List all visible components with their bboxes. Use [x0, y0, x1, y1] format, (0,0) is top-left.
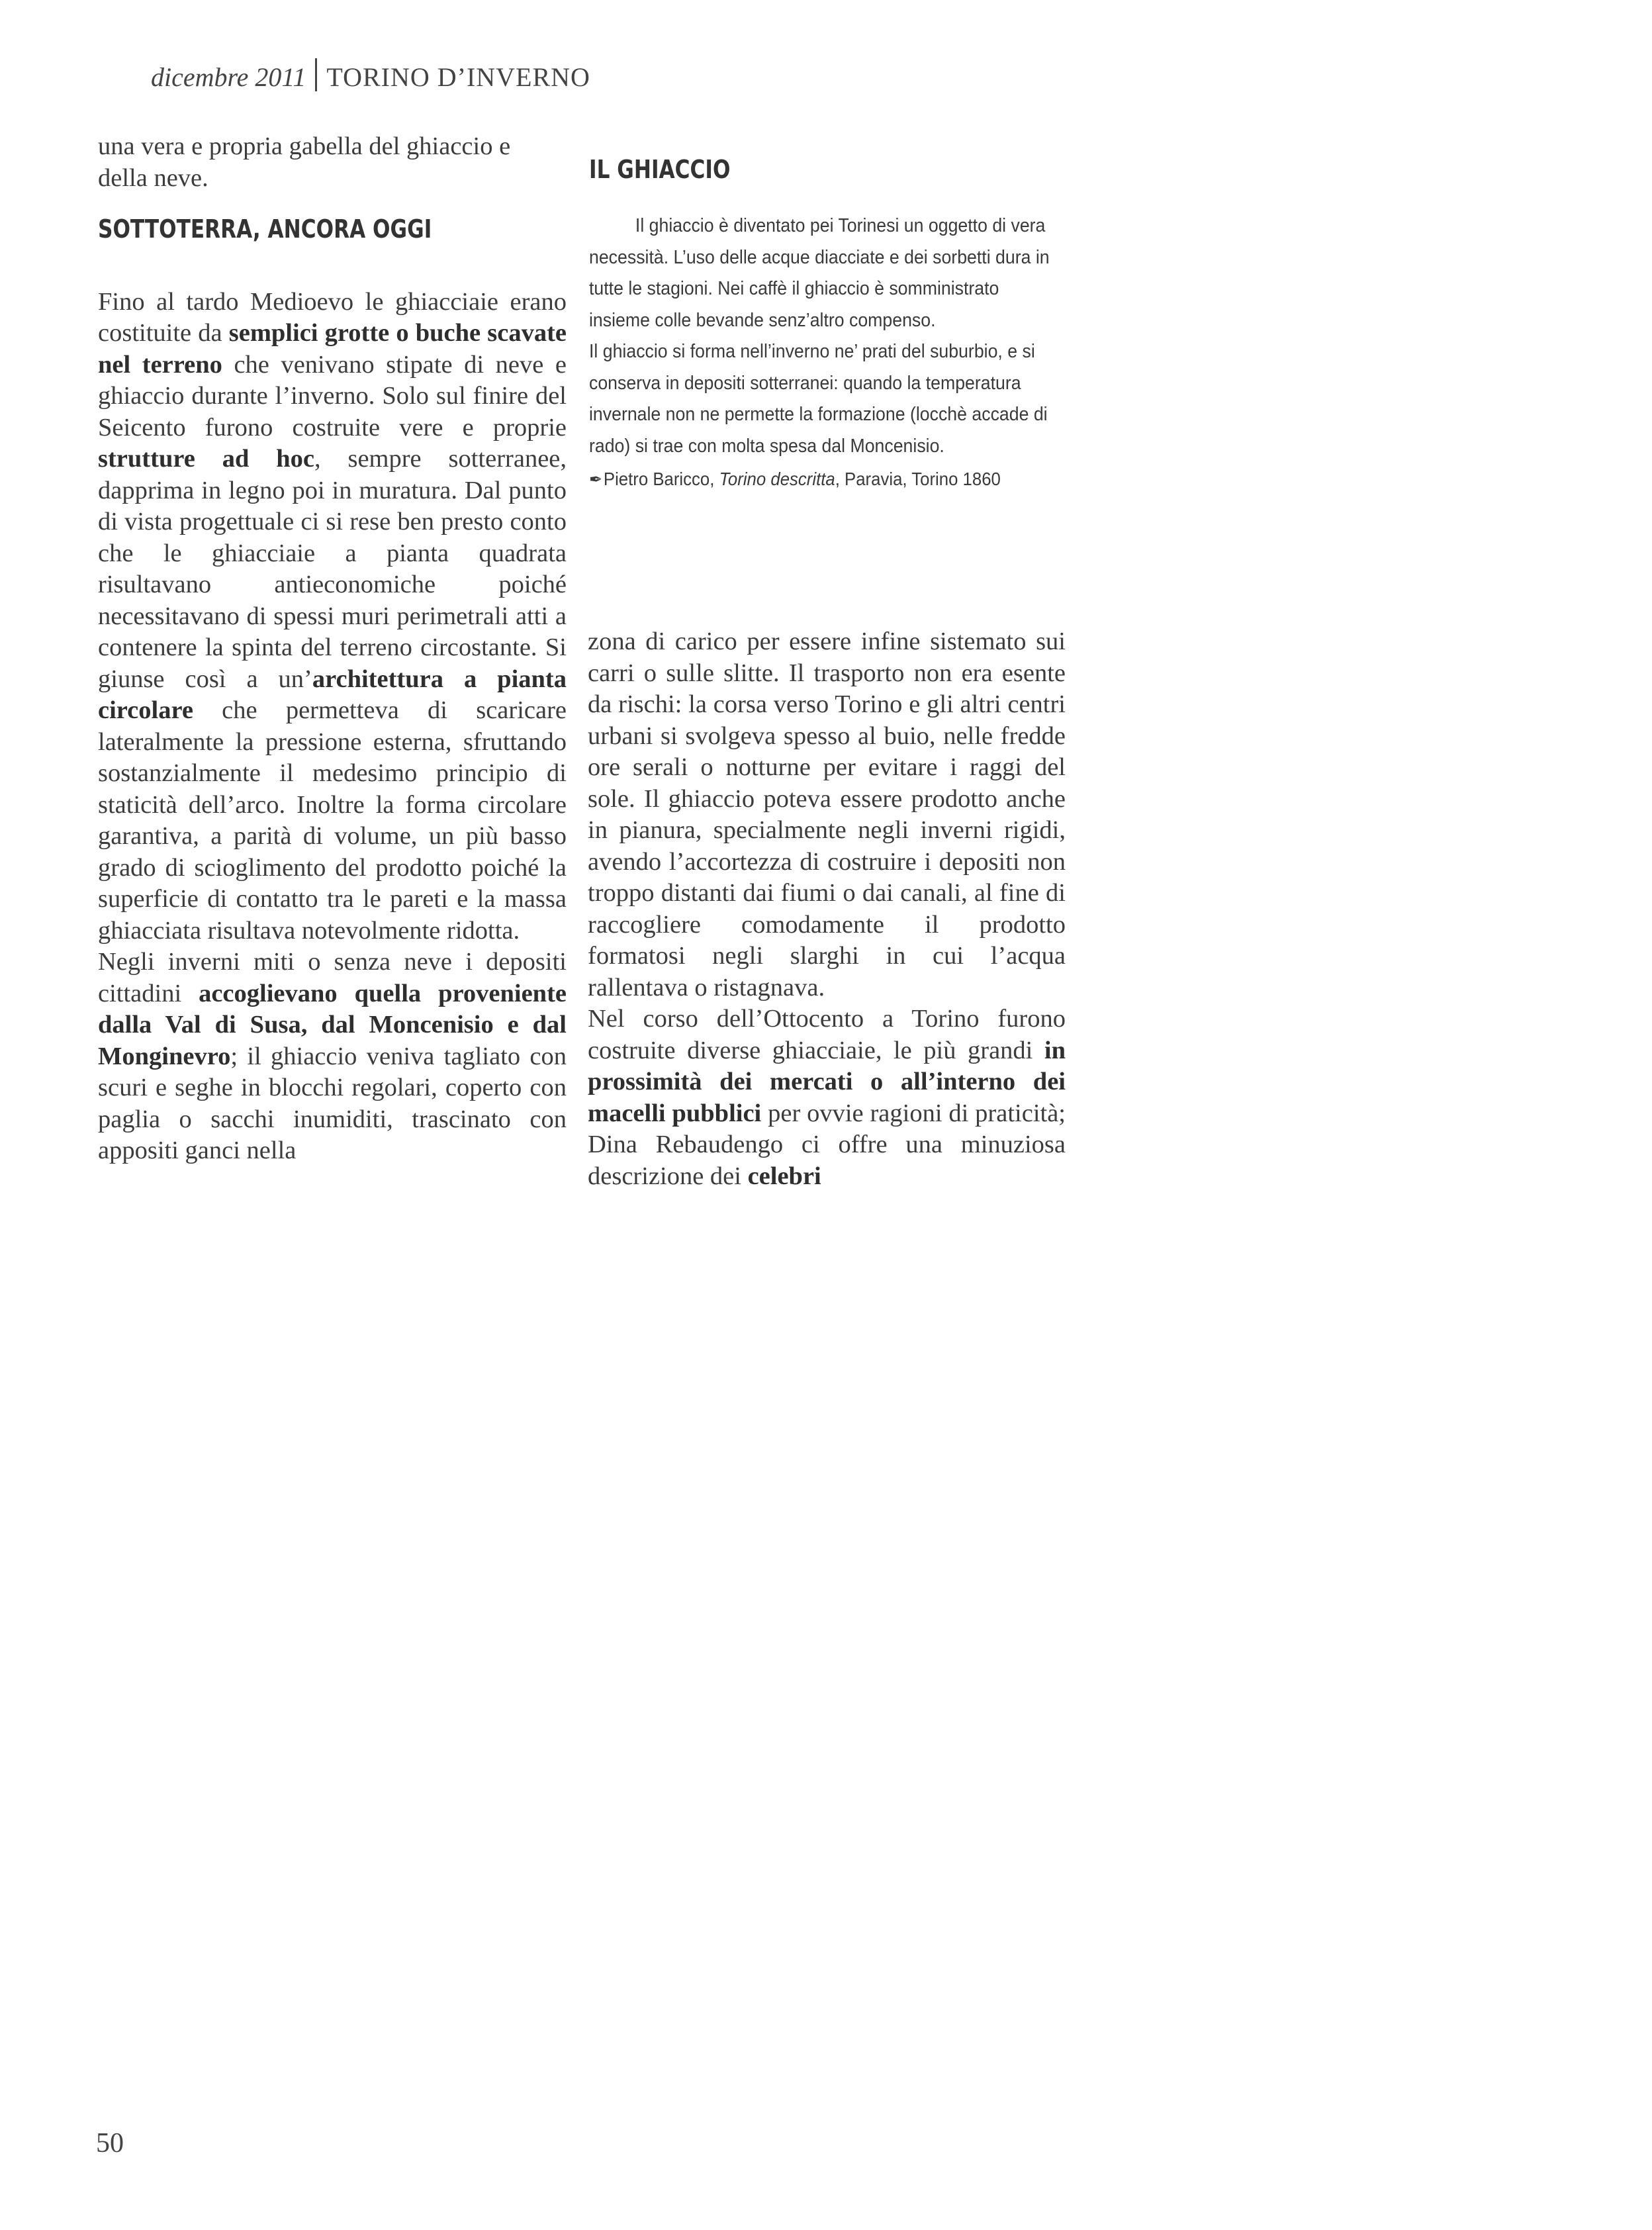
quote-paragraph-2: Il ghiaccio si forma nell’inverno ne’ prati del suburbio, e si conserva in depositi sotterranei: quando la temperatura invernale non ne permette la formazione (locchè accade di rado) si trae con molta spesa dal Moncenisio. [589, 341, 1048, 457]
paragraph-medioevo [98, 287, 567, 947]
text-run: , sempre sotterranee, dapprima in legno poi in muratura. Dal punto di vista progettuale ci si rese ben presto conto che le ghiacciaie a pianta quadrata risultavano antieconomiche poiché necessitavano di spessi muri perimetrali atti a contenere la spinta del terreno circostante. Si giunse così a un’ [98, 445, 567, 693]
citation-author: Pietro Baricco, [603, 469, 719, 489]
text-run: Fino al tardo Medioevo le ghiacciaie erano costituite da [98, 287, 567, 347]
sidebar-quote [589, 210, 1052, 496]
magazine-title: TORINO D’INVERNO [326, 62, 590, 92]
quote-paragraph-1: Il ghiaccio è diventato pei Torinesi un oggetto di vera necessità. L’uso delle acque diacciate e dei sorbetti dura in tutte le stagioni. Nei caffè il ghiaccio è somministrato insieme colle bevande senz’altro compenso. [589, 215, 1050, 331]
sidebar-heading: IL GHIACCIO [589, 155, 731, 184]
bold-run: celebri [747, 1162, 821, 1190]
pen-icon: ✒ [589, 469, 603, 489]
citation-publisher: , Paravia, Torino 1860 [835, 469, 1001, 489]
section-heading-sottoterra: SOTTOTERRA, ANCORA OGGI [98, 214, 432, 244]
intro-line-2: della neve. [98, 163, 208, 192]
paragraph-trasporto: zona di carico per essere infine sistemato sui carri o sulle slitte. Il trasporto non era esente da rischi: la corsa verso Torino e gli altri centri urbani si svolgeva spesso al buio, nelle fredde ore serali o notturne per evitare i raggi del sole. Il ghiaccio poteva essere prodotto anche in pianura, specialmente negli inverni rigidi, avendo l’accortezza di costruire i depositi non troppo distanti dai fiumi o dai canali, al fine di raccogliere comodamente il prodotto formatosi negli slarghi in cui l’acqua rallentava o ristagnava. [588, 627, 1066, 1001]
text-run: Nel corso dell’Ottocento a Torino furono costruite diverse ghiacciaie, le più grandi [588, 1005, 1066, 1064]
bold-run: strutture ad hoc [98, 445, 314, 473]
left-column [98, 131, 567, 1167]
quote-citation [589, 463, 1052, 496]
paragraph-ottocento [588, 1003, 1066, 1192]
bold-run: architettura a pianta circolare [98, 665, 567, 724]
text-run: per ovvie ragioni di praticità; Dina Rebaudengo ci offre una minuziosa descrizione dei [588, 1099, 1066, 1190]
header-divider [315, 58, 317, 91]
intro-paragraph [98, 131, 567, 194]
bold-run: in prossimità dei mercati o all’interno dei macelli pubblici [588, 1036, 1066, 1127]
bold-run: semplici grotte o buche scavate nel terreno [98, 319, 567, 379]
running-header [151, 58, 590, 93]
text-run: Negli inverni miti o senza neve i depositi cittadini [98, 948, 567, 1007]
right-column [588, 626, 1066, 1192]
issue-date: dicembre 2011 [151, 62, 306, 92]
text-run: che venivano stipate di neve e ghiaccio durante l’inverno. Solo sul finire del Seicento furono costruite vere e proprie [98, 350, 567, 441]
page-number: 50 [96, 2128, 124, 2159]
citation-work: Torino descritta [719, 469, 835, 489]
text-run: ; il ghiaccio veniva tagliato con scuri e seghe in blocchi regolari, coperto con paglia o sacchi inumiditi, trascinato con appositi ganci nella [98, 1042, 567, 1164]
sidebar-box-il-ghiaccio [589, 155, 1052, 496]
bold-run: accoglievano quella proveniente dalla Val di Susa, dal Moncenisio e dal Monginevro [98, 979, 567, 1070]
paragraph-inverni-miti [98, 947, 567, 1167]
text-run: che permetteva di scaricare lateralmente la pressione esterna, sfruttando sostanzialmente il medesimo principio di staticità dell’arco. Inoltre la forma circolare garantiva, a parità di volume, un più basso grado di scioglimento del prodotto poiché la superficie di contatto tra le pareti e la massa ghiacciata risultava notevolmente ridotta. [98, 696, 567, 945]
intro-line-1: una vera e propria gabella del ghiaccio e [98, 132, 511, 160]
